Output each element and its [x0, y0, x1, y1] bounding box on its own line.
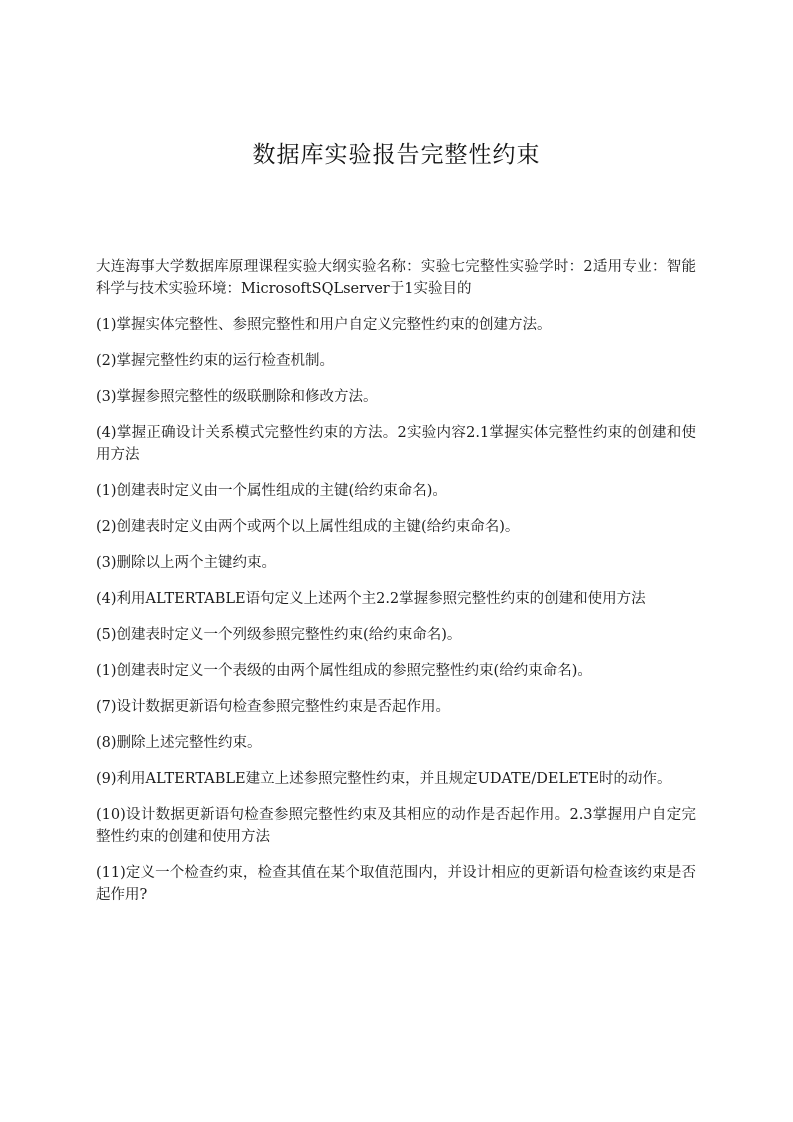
- paragraph-task-8: (8)删除上述完整性约束。: [96, 735, 262, 751]
- paragraph-task-1: (1)创建表时定义由一个属性组成的主键(给约束命名)。: [96, 483, 447, 499]
- document-body: [96, 256, 696, 920]
- paragraph-task-3: (3)删除以上两个主键约束。: [96, 555, 277, 571]
- paragraph-intro: 大连海事大学数据库原理课程实验大纲实验名称：实验七完整性实验学时：2适用专业：智能科学与技术实验环境：MicrosoftSQLserver于1实验目的: [96, 259, 696, 297]
- paragraph-task-6: (1)创建表时定义一个表级的由两个属性组成的参照完整性约束(给约束命名)。: [96, 663, 592, 679]
- paragraph-task-5: (5)创建表时定义一个列级参照完整性约束(给约束命名)。: [96, 627, 462, 643]
- paragraph-objective-4: (4)掌握正确设计关系模式完整性约束的方法。2实验内容2.1掌握实体完整性约束的创建和使用方法: [96, 425, 696, 463]
- paragraph-objective-3: (3)掌握参照完整性的级联删除和修改方法。: [96, 389, 378, 405]
- document-title: 数据库实验报告完整性约束: [252, 142, 541, 168]
- paragraph-task-11: (11)定义一个检查约束，检查其值在某个取值范围内，并设计相应的更新语句检查该约束是否起作用?: [96, 865, 696, 903]
- paragraph-task-2: (2)创建表时定义由两个或两个以上属性组成的主键(给约束命名)。: [96, 519, 520, 535]
- paragraph-objective-1: (1)掌握实体完整性、参照完整性和用户自定义完整性约束的创建方法。: [96, 317, 552, 333]
- paragraph-task-10: (10)设计数据更新语句检查参照完整性约束及其相应的动作是否起作用。2.3掌握用户自定完整性约束的创建和使用方法: [96, 807, 696, 845]
- paragraph-task-9: (9)利用ALTERTABLE建立上述参照完整性约束，并且规定UDATE/DELETE时的动作。: [96, 771, 672, 787]
- paragraph-task-7: (7)设计数据更新语句检查参照完整性约束是否起作用。: [96, 699, 451, 715]
- paragraph-objective-2: (2)掌握完整性约束的运行检查机制。: [96, 353, 335, 369]
- paragraph-task-4: (4)利用ALTERTABLE语句定义上述两个主2.2掌握参照完整性约束的创建和使用方法: [96, 591, 646, 607]
